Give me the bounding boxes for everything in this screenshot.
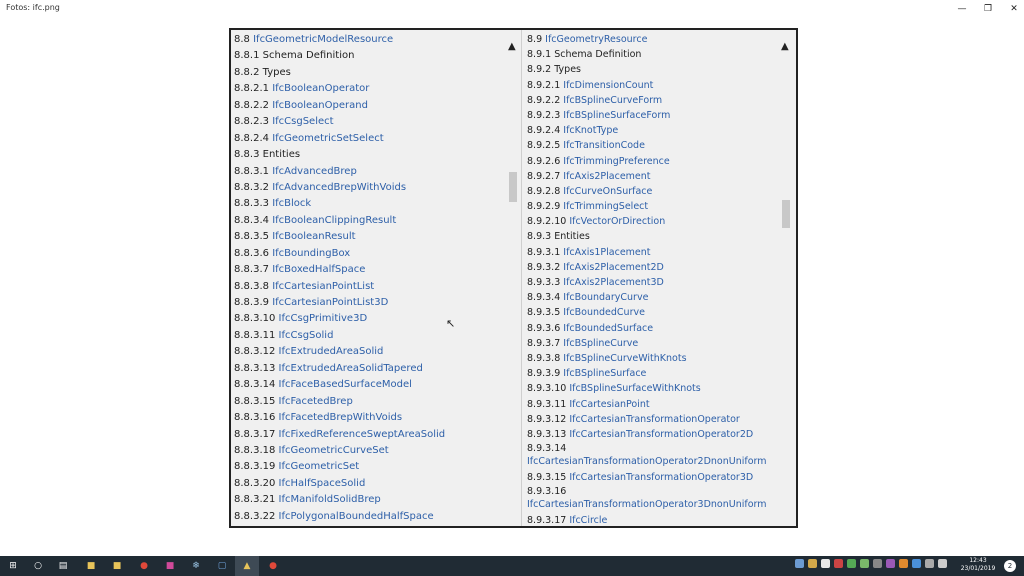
maximize-icon[interactable]: ❐: [983, 4, 993, 14]
toc-heading: Types: [262, 66, 291, 78]
toc-item-number: 8.8.3.10: [234, 313, 276, 325]
toc-item[interactable]: [234, 427, 445, 443]
title-bar: [0, 0, 1024, 18]
toc-item-number: 8.9.2.3: [527, 109, 561, 121]
toc-item-link[interactable]: IfcBSplineSurface: [563, 368, 647, 380]
right-scroll-thumb[interactable]: [782, 200, 790, 228]
toc-item-number: 8.9.3.17: [527, 515, 567, 526]
folder-icon[interactable]: ■: [112, 561, 122, 571]
toc-item-number: 8.9.3.9: [527, 368, 561, 380]
toc-item-link[interactable]: IfcManifoldSolidBrep: [278, 494, 381, 506]
toc-item[interactable]: [527, 214, 767, 229]
toc-item-number: 8.8.3.12: [234, 346, 276, 358]
toc-item[interactable]: [234, 476, 445, 492]
tray-app-icon[interactable]: [821, 559, 830, 568]
toc-item-number: 8.9.3.4: [527, 292, 561, 304]
toc-item-number: 8.8.2.3: [234, 116, 269, 128]
toc-item-link[interactable]: IfcAxis1Placement: [563, 246, 651, 258]
toc-item[interactable]: [234, 180, 445, 196]
toc-item: [527, 62, 767, 77]
left-toc-pane: [231, 30, 522, 526]
toc-item-link[interactable]: IfcBSplineCurve: [563, 337, 639, 349]
toc-heading: Entities: [262, 149, 301, 161]
toc-item[interactable]: [527, 199, 767, 214]
toc-item-link[interactable]: IfcFixedReferenceSweptAreaSolid: [278, 428, 446, 440]
toc-item-number: 8.8: [234, 34, 250, 45]
toc-item: [234, 48, 445, 64]
toc-item[interactable]: [527, 397, 767, 412]
toc-item-number: 8.8.3.6: [234, 247, 269, 259]
toc-heading: Entities: [554, 231, 590, 243]
toc-item: [527, 229, 767, 244]
toc-item-link[interactable]: IfcBoundingBox: [272, 247, 351, 259]
toc-item-link[interactable]: IfcCartesianTransformationOperator2D: [569, 428, 754, 440]
toc-item-link[interactable]: IfcCsgSelect: [272, 116, 334, 128]
toc-item-number: 8.8.3.18: [234, 444, 276, 456]
toc-item[interactable]: [234, 377, 445, 393]
network-icon[interactable]: [925, 559, 934, 568]
toc-item-number: 8.8.3.7: [234, 264, 269, 276]
toc-item[interactable]: [234, 196, 445, 212]
toc-item-number: 8.8.2.1: [234, 83, 269, 95]
toc-item[interactable]: [527, 513, 767, 526]
toc-item-number: 8.9.3.2: [527, 261, 561, 273]
toc-item-link[interactable]: IfcFacetedBrepWithVoids: [278, 412, 403, 424]
toc-item-link[interactable]: IfcTrimmingPreference: [563, 155, 670, 167]
clock-date: 23/01/2019: [960, 565, 996, 572]
toc-item[interactable]: [234, 81, 445, 97]
tray-app-icon[interactable]: [912, 559, 921, 568]
tray-app-icon[interactable]: [795, 559, 804, 568]
toc-item[interactable]: [527, 427, 767, 442]
toc-item-link[interactable]: IfcCartesianTransformationOperator3D: [569, 472, 754, 484]
toc-item-number: 8.8.3.4: [234, 214, 269, 226]
toc-item-number: 8.9.2.1: [527, 79, 561, 91]
toc-item-number: 8.8.3.3: [234, 198, 269, 210]
toc-item-link[interactable]: IfcHalfSpaceSolid: [278, 477, 366, 489]
toc-item-link[interactable]: IfcCsgPrimitive3D: [278, 313, 368, 325]
toc-item[interactable]: [527, 154, 767, 169]
toc-heading: Schema Definition: [554, 49, 642, 61]
toc-item-number: 8.9.3.12: [527, 413, 567, 425]
tray-app-icon[interactable]: [860, 559, 869, 568]
toc-item-link[interactable]: IfcCircle: [569, 515, 608, 526]
toc-item-link[interactable]: IfcAxis2Placement3D: [563, 277, 664, 288]
toc-item[interactable]: [527, 108, 767, 123]
toc-item-number: 8.8.3.5: [234, 231, 269, 243]
toc-item-number: 8.8.3.21: [234, 494, 276, 506]
toc-item-link[interactable]: IfcTransitionCode: [563, 140, 645, 152]
toc-item[interactable]: [527, 351, 767, 366]
toc-item[interactable]: [234, 311, 445, 327]
toc-item: [234, 65, 445, 81]
toc-item[interactable]: [234, 246, 445, 262]
toc-item[interactable]: [527, 78, 767, 93]
toc-item-link[interactable]: IfcCartesianPointList3D: [272, 297, 389, 308]
toc-item[interactable]: [234, 328, 445, 344]
toc-item[interactable]: [527, 260, 767, 275]
toc-item-link[interactable]: IfcCsgSolid: [278, 329, 334, 341]
toc-item-number: 8.9.3.7: [527, 337, 561, 349]
toc-item-number: 8.8.3.22: [234, 510, 276, 522]
toc-item-link[interactable]: IfcCartesianTransformationOperator3DnonUniform: [527, 499, 767, 511]
toc-item-link[interactable]: IfcGeometricCurveSet: [278, 444, 389, 456]
displayed-image: [229, 28, 798, 528]
toc-item[interactable]: [234, 213, 445, 229]
toc-item[interactable]: [527, 93, 767, 108]
toc-item-number: 8.9.3.5: [527, 307, 561, 319]
toc-item-number: 8.9.2.8: [527, 185, 561, 197]
toc-item-link[interactable]: IfcBoundedSurface: [563, 322, 654, 334]
toc-item-link[interactable]: IfcCartesianTransformationOperator2DnonUniform: [527, 456, 767, 468]
toc-item[interactable]: [527, 245, 767, 260]
toc-item[interactable]: [527, 366, 767, 381]
toc-item[interactable]: [527, 485, 767, 513]
toc-item-link[interactable]: IfcBooleanOperator: [272, 83, 370, 95]
toc-item[interactable]: [234, 394, 445, 410]
toc-item[interactable]: [234, 509, 445, 525]
toc-item-link[interactable]: IfcBooleanResult: [272, 231, 356, 243]
toc-item-number: 8.8.3.15: [234, 395, 276, 407]
toc-item-number: 8.8.3.9: [234, 297, 269, 308]
toc-item-link[interactable]: IfcAdvancedBrepWithVoids: [272, 181, 407, 193]
right-toc-pane: [524, 30, 796, 526]
toc-item-number: 8.8.3.16: [234, 412, 276, 424]
toc-item[interactable]: [527, 138, 767, 153]
toc-item-number: 8.9.2.10: [527, 216, 567, 228]
toc-item-link[interactable]: IfcAdvancedBrep: [272, 165, 357, 177]
toc-item-number: 8.9.1: [527, 49, 552, 61]
toc-item-number: 8.8.2: [234, 66, 260, 78]
toc-item-link[interactable]: IfcTrimmingSelect: [563, 201, 649, 213]
toc-item-link[interactable]: IfcGeometryResource: [545, 34, 648, 45]
toc-item-number: 8.8.2.4: [234, 132, 269, 144]
toc-item-number: 8.9.2.2: [527, 94, 561, 106]
media-app-icon[interactable]: ●: [269, 561, 277, 571]
toc-item-link[interactable]: IfcAxis2Placement: [563, 170, 651, 182]
toc-item-number: 8.8.3.2: [234, 181, 269, 193]
toc-item-link[interactable]: IfcBSplineSurfaceForm: [563, 109, 671, 121]
toc-item[interactable]: [234, 164, 445, 180]
tray-app-icon[interactable]: [899, 559, 908, 568]
toc-item-link[interactable]: IfcGeometricModelResource: [253, 34, 394, 45]
toc-item[interactable]: [527, 169, 767, 184]
tray-app-icon[interactable]: [886, 559, 895, 568]
toc-item-number: 8.9.2: [527, 64, 552, 76]
left-toc-list: [234, 32, 445, 525]
toc-item-number: 8.9.3.11: [527, 398, 567, 410]
toc-item-number: 8.9: [527, 34, 543, 45]
toc-item-number: 8.9.3.15: [527, 472, 567, 484]
volume-icon[interactable]: [938, 559, 947, 568]
toc-item-link[interactable]: IfcGeometricSetSelect: [272, 132, 384, 144]
window-title: Fotos: ifc.png: [6, 3, 60, 12]
app-icon[interactable]: ■: [165, 561, 175, 571]
toc-item-link[interactable]: IfcAxis2Placement2D: [563, 261, 664, 273]
scroll-up-icon[interactable]: ▲: [781, 41, 789, 52]
toc-item-link[interactable]: IfcBoxedHalfSpace: [272, 264, 366, 276]
toc-item-number: 8.8.3.1: [234, 165, 269, 177]
toc-item[interactable]: [234, 410, 445, 426]
toc-item[interactable]: [234, 492, 445, 508]
toc-item-number: 8.8.3.17: [234, 428, 276, 440]
toc-heading: Schema Definition: [262, 50, 355, 62]
taskbar: [0, 556, 1024, 576]
toc-item-link[interactable]: IfcKnotType: [563, 125, 619, 137]
toc-item-number: 8.8.3.8: [234, 280, 269, 292]
toc-item-link[interactable]: IfcCurveOnSurface: [563, 185, 653, 197]
notification-center-icon[interactable]: 2: [1004, 560, 1016, 572]
toc-item[interactable]: [527, 381, 767, 396]
toc-item[interactable]: [527, 470, 767, 485]
toc-item-link[interactable]: IfcDimensionCount: [563, 79, 654, 91]
left-scroll-thumb[interactable]: [509, 172, 517, 202]
toc-item-link[interactable]: IfcPolygonalBoundedHalfSpace: [278, 510, 434, 522]
toc-item-number: 8.9.3.8: [527, 352, 561, 364]
toc-heading: Types: [554, 64, 581, 76]
chrome-icon[interactable]: ●: [140, 561, 148, 571]
tray-app-icon[interactable]: [847, 559, 856, 568]
toc-item-number: 8.8.3.11: [234, 329, 276, 341]
document-icon[interactable]: ▢: [217, 561, 227, 571]
toc-item[interactable]: [234, 344, 445, 360]
toc-item[interactable]: [234, 229, 445, 245]
right-scrollbar[interactable]: [779, 30, 793, 526]
mouse-cursor-icon: ↖: [446, 317, 456, 330]
toc-item-link[interactable]: IfcExtrudedAreaSolidTapered: [278, 362, 423, 374]
toc-item[interactable]: [527, 442, 767, 470]
toc-item[interactable]: [527, 336, 767, 351]
toc-item-link[interactable]: IfcBooleanOperand: [272, 99, 368, 111]
toc-item[interactable]: [234, 443, 445, 459]
toc-item-link[interactable]: IfcBoundedCurve: [563, 307, 645, 319]
toc-item-number: 8.9.3.14: [527, 443, 567, 455]
clock-time: 12:43: [969, 557, 987, 564]
photos-app-icon[interactable]: ▲: [235, 556, 259, 576]
toc-item-link[interactable]: IfcBoundaryCurve: [563, 292, 649, 304]
toc-item-link[interactable]: IfcGeometricSet: [278, 461, 360, 473]
toc-item-number: 8.8.3.14: [234, 379, 276, 391]
toc-item[interactable]: [527, 290, 767, 305]
clock[interactable]: [960, 557, 996, 573]
toc-item-link[interactable]: IfcCartesianPoint: [569, 398, 650, 410]
search-icon[interactable]: ○: [34, 561, 42, 571]
toc-item[interactable]: [234, 262, 445, 278]
file-explorer-icon[interactable]: ■: [86, 561, 96, 571]
toc-item-number: 8.8.3.13: [234, 362, 276, 374]
toc-item[interactable]: [527, 123, 767, 138]
toc-item: [234, 147, 445, 163]
toc-item[interactable]: [234, 295, 445, 311]
toc-item[interactable]: [527, 321, 767, 336]
left-scrollbar[interactable]: [506, 30, 520, 526]
toc-item-link[interactable]: IfcBSplineCurveForm: [563, 94, 663, 106]
task-view-icon[interactable]: ▤: [58, 561, 68, 571]
toc-item-link[interactable]: IfcExtrudedAreaSolid: [278, 346, 384, 358]
toc-item-number: 8.9.3.6: [527, 322, 561, 334]
toc-item-link[interactable]: IfcCartesianTransformationOperator: [569, 413, 740, 425]
toc-item-number: 8.9.2.4: [527, 125, 561, 137]
toc-item[interactable]: [527, 275, 767, 290]
toc-item[interactable]: [527, 32, 767, 47]
right-toc-list: [527, 32, 767, 526]
toc-item[interactable]: [234, 361, 445, 377]
settings-icon[interactable]: ❄: [192, 561, 200, 571]
toc-item-number: 8.9.3.1: [527, 246, 561, 258]
toc-item-number: 8.9.2.7: [527, 170, 561, 182]
toc-item[interactable]: [234, 114, 445, 130]
scroll-up-icon[interactable]: ▲: [508, 41, 516, 52]
toc-item-number: 8.8.3.20: [234, 477, 276, 489]
toc-item-number: 8.8.3: [234, 149, 260, 161]
toc-item-link[interactable]: IfcBSplineSurfaceWithKnots: [569, 383, 701, 395]
toc-item-number: 8.8.3.19: [234, 461, 276, 473]
toc-item-link[interactable]: IfcFaceBasedSurfaceModel: [278, 379, 412, 391]
toc-item-link[interactable]: IfcBooleanClippingResult: [272, 214, 397, 226]
toc-item[interactable]: [527, 184, 767, 199]
toc-item-number: 8.8.1: [234, 50, 260, 62]
toc-item-number: 8.9.3: [527, 231, 552, 243]
toc-item-link[interactable]: IfcBlock: [272, 198, 312, 210]
toc-item[interactable]: [234, 32, 445, 48]
toc-item-number: 8.9.3.16: [527, 486, 567, 498]
toc-item[interactable]: [527, 412, 767, 427]
tray-app-icon[interactable]: [808, 559, 817, 568]
toc-item[interactable]: [234, 131, 445, 147]
toc-item-number: 8.9.2.6: [527, 155, 561, 167]
toc-item[interactable]: [234, 98, 445, 114]
toc-item-number: 8.9.2.9: [527, 201, 561, 213]
toc-item[interactable]: [234, 279, 445, 295]
toc-item-link[interactable]: IfcBSplineCurveWithKnots: [563, 352, 687, 364]
toc-item-link[interactable]: IfcVectorOrDirection: [569, 216, 666, 228]
toc-item[interactable]: [234, 459, 445, 475]
toc-item-number: 8.9.3.10: [527, 383, 567, 395]
toc-item-number: 8.9.3.3: [527, 277, 561, 288]
minimize-icon[interactable]: —: [957, 4, 967, 14]
toc-item-number: 8.9.2.5: [527, 140, 561, 152]
toc-item-number: 8.9.3.13: [527, 428, 567, 440]
close-icon[interactable]: ✕: [1010, 4, 1018, 14]
start-icon[interactable]: ⊞: [9, 561, 17, 571]
toc-item: [527, 47, 767, 62]
toc-item[interactable]: [527, 305, 767, 320]
tray-app-icon[interactable]: [873, 559, 882, 568]
tray-app-icon[interactable]: [834, 559, 843, 568]
toc-item-number: 8.8.2.2: [234, 99, 269, 111]
toc-item-link[interactable]: IfcFacetedBrep: [278, 395, 353, 407]
toc-item-link[interactable]: IfcCartesianPointList: [272, 280, 375, 292]
